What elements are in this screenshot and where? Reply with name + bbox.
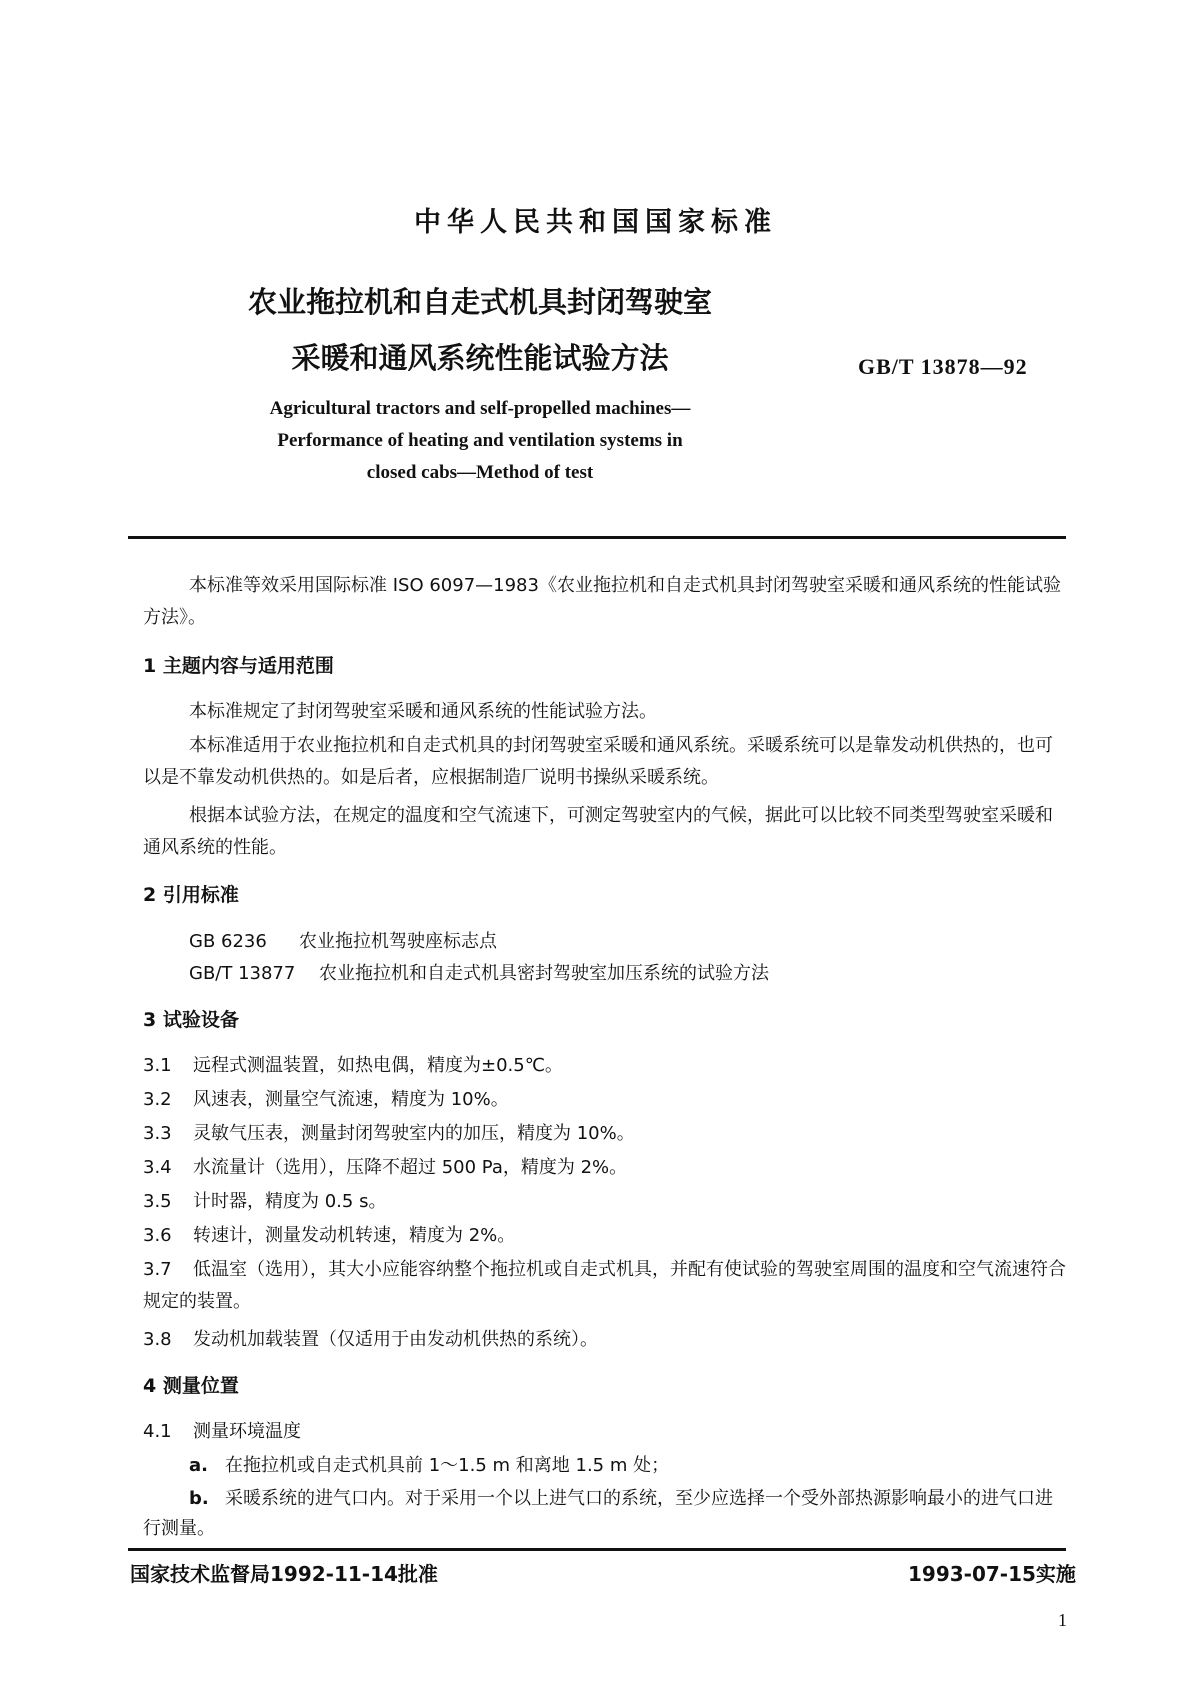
clause-number: 3.7 bbox=[143, 1259, 172, 1280]
section-1-para-1: 本标准规定了封闭驾驶室采暖和通风系统的性能试验方法。 bbox=[189, 701, 657, 722]
intro-paragraph: 本标准等效采用国际标准 ISO 6097—1983《农业拖拉机和自走式机具封闭驾驶室采暖和通风系统的性能试验方法》。 bbox=[143, 575, 1061, 628]
section-4-title: 4 测量位置 bbox=[143, 1375, 239, 1397]
clause-item bbox=[143, 1254, 1066, 1318]
clause-text: 远程式测温装置，如热电偶，精度为±0.5℃。 bbox=[193, 1055, 563, 1076]
clause-item bbox=[143, 1118, 635, 1150]
clause-number: 4.1 bbox=[143, 1421, 172, 1442]
reference-title: 农业拖拉机驾驶座标志点 bbox=[299, 931, 497, 952]
clause-text: 风速表，测量空气流速，精度为 10%。 bbox=[193, 1089, 509, 1110]
reference-code: GB/T 13877 bbox=[189, 963, 296, 984]
footer-divider bbox=[128, 1548, 1066, 1551]
sub-item-text: 采暖系统的进气口内。对于采用一个以上进气口的系统，至少应选择一个受外部热源影响最小的进气口进行测量。 bbox=[143, 1488, 1053, 1539]
clause-number: 3.4 bbox=[143, 1157, 172, 1178]
approval-date: 国家技术监督局1992-11-14批准 bbox=[130, 1562, 438, 1586]
clause-number: 3.8 bbox=[143, 1329, 172, 1350]
page-number: 1 bbox=[1058, 1610, 1067, 1630]
implementation-date: 1993-07-15实施 bbox=[908, 1562, 1076, 1586]
reference-item bbox=[189, 926, 497, 958]
title-cn-line2: 采暖和通风系统性能试验方法 bbox=[291, 341, 669, 375]
clause-text: 发动机加载装置（仅适用于由发动机供热的系统）。 bbox=[193, 1329, 598, 1350]
clause-number: 3.1 bbox=[143, 1055, 172, 1076]
section-3-title: 3 试验设备 bbox=[143, 1009, 239, 1031]
clause-item bbox=[143, 1050, 563, 1082]
title-en-line1: Agricultural tractors and self-propelled machines— bbox=[269, 398, 691, 419]
clause-text: 低温室（选用），其大小应能容纳整个拖拉机或自走式机具，并配有使试验的驾驶室周围的温度和空气流速符合规定的装置。 bbox=[143, 1259, 1066, 1312]
clause-item bbox=[143, 1324, 598, 1356]
title-en-line2: Performance of heating and ventilation systems in bbox=[277, 430, 683, 451]
reference-item bbox=[189, 958, 769, 990]
sub-item-label: a. bbox=[189, 1455, 208, 1476]
clause-item bbox=[143, 1152, 627, 1184]
clause-number: 3.3 bbox=[143, 1123, 172, 1144]
clause-text: 转速计，测量发动机转速，精度为 2%。 bbox=[193, 1225, 516, 1246]
section-1-title: 1 主题内容与适用范围 bbox=[143, 655, 334, 677]
clause-item bbox=[143, 1186, 386, 1218]
clause-text: 测量环境温度 bbox=[193, 1421, 301, 1442]
national-standard-heading: 中华人民共和国国家标准 bbox=[414, 207, 777, 238]
section-1-para-2: 本标准适用于农业拖拉机和自走式机具的封闭驾驶室采暖和通风系统。采暖系统可以是靠发动机供热的，也可以是不靠发动机供热的。如是后者，应根据制造厂说明书操纵采暖系统。 bbox=[143, 735, 1053, 788]
sub-item bbox=[189, 1450, 669, 1482]
standard-code: GB/T 13878—92 bbox=[858, 354, 1028, 379]
clause-number: 3.5 bbox=[143, 1191, 172, 1212]
clause-item bbox=[143, 1220, 515, 1252]
clause-text: 计时器，精度为 0.5 s。 bbox=[193, 1191, 387, 1212]
section-1-para-3: 根据本试验方法，在规定的温度和空气流速下，可测定驾驶室内的气候，据此可以比较不同类型驾驶室采暖和通风系统的性能。 bbox=[143, 805, 1053, 858]
sub-item bbox=[143, 1484, 1066, 1544]
clause-number: 3.6 bbox=[143, 1225, 172, 1246]
clause-text: 水流量计（选用），压降不超过 500 Pa，精度为 2%。 bbox=[193, 1157, 628, 1178]
title-en-line3: closed cabs—Method of test bbox=[366, 462, 594, 483]
section-2-title: 2 引用标准 bbox=[143, 884, 239, 906]
clause-text: 灵敏气压表，测量封闭驾驶室内的加压，精度为 10%。 bbox=[193, 1123, 635, 1144]
reference-title: 农业拖拉机和自走式机具密封驾驶室加压系统的试验方法 bbox=[319, 963, 769, 984]
clause-item bbox=[143, 1416, 301, 1448]
title-cn-line1: 农业拖拉机和自走式机具封闭驾驶室 bbox=[247, 285, 712, 319]
sub-item-text: 在拖拉机或自走式机具前 1～1.5 m 和离地 1.5 m 处； bbox=[225, 1455, 670, 1476]
header-divider bbox=[128, 536, 1066, 539]
clause-number: 3.2 bbox=[143, 1089, 172, 1110]
clause-item bbox=[143, 1084, 509, 1116]
sub-item-label: b. bbox=[189, 1488, 209, 1509]
reference-code: GB 6236 bbox=[189, 931, 267, 952]
